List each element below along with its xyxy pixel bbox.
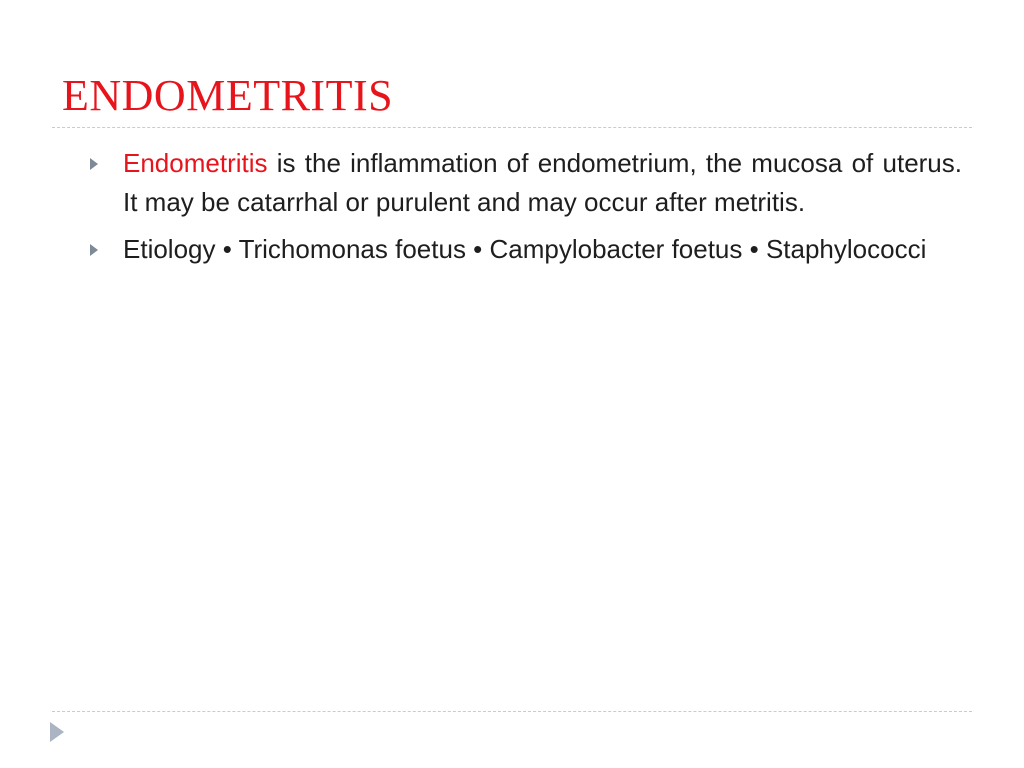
bullet-item — [90, 144, 962, 222]
bullet-keyword: Endometritis — [123, 148, 268, 178]
footer-divider — [52, 711, 972, 712]
bullet-text: Etiology • Trichomonas foetus • Campylobacter foetus • Staphylococci — [123, 234, 927, 264]
bullet-item — [90, 230, 962, 269]
play-arrow-icon[interactable] — [50, 722, 64, 742]
title-divider — [52, 127, 972, 128]
slide-title: ENDOMETRITIS — [62, 71, 394, 120]
triangle-bullet-icon — [90, 244, 98, 256]
bullet-list — [90, 144, 962, 277]
bullet-text: is the inflammation of endometrium, the mucosa of uterus. It may be catarrhal or purulent and may occur after metritis. — [123, 148, 962, 217]
triangle-bullet-icon — [90, 158, 98, 170]
